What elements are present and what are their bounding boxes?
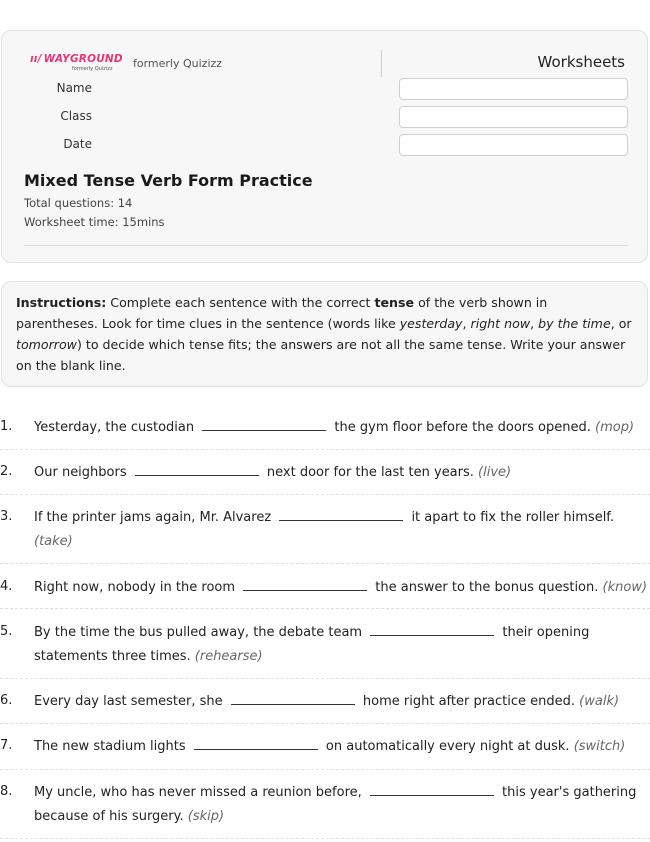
answer-blank[interactable] xyxy=(279,505,403,521)
logo-mark-icon: ıı/ xyxy=(30,53,42,65)
date-label: Date xyxy=(63,137,92,151)
class-label: Class xyxy=(60,109,92,123)
header-divider xyxy=(381,50,382,77)
question-separator xyxy=(0,769,650,770)
question-separator xyxy=(0,838,650,839)
answer-blank[interactable] xyxy=(231,689,355,705)
verb-hint: (live) xyxy=(478,465,512,480)
instructions-lead: Instructions: xyxy=(16,295,107,310)
instructions-box: Instructions: Complete each sentence with the correct tense of the verb shown in parentheses. Look for time clues in the sentence (words like yesterday, right now, by the time, or tomorrow) to decide which tense fits; the answers are not all the same tense. Write your answer on the blank line. xyxy=(1,281,648,387)
header-bottom-divider xyxy=(24,245,628,246)
wayground-logo: ıı/ WAYGROUND formerly Quizizz xyxy=(30,53,123,72)
verb-hint: (know) xyxy=(602,580,648,595)
name-label: Name xyxy=(56,81,92,95)
worksheet-header xyxy=(1,30,648,263)
worksheet-title: Mixed Tense Verb Form Practice xyxy=(24,171,313,190)
question-number: 3. xyxy=(0,509,13,524)
question-number: 5. xyxy=(0,624,13,639)
question-separator xyxy=(0,678,650,679)
question-number: 4. xyxy=(0,579,13,594)
verb-hint: (switch) xyxy=(573,739,626,754)
verb-hint: (mop) xyxy=(595,420,635,435)
verb-hint: (take) xyxy=(34,534,73,549)
question-separator xyxy=(0,494,650,495)
class-field[interactable] xyxy=(399,106,628,128)
question-number: 8. xyxy=(0,784,13,799)
date-field[interactable] xyxy=(399,134,628,156)
formerly-label: formerly Quizizz xyxy=(133,57,223,70)
answer-blank[interactable] xyxy=(243,575,367,591)
question-separator xyxy=(0,723,650,724)
answer-blank[interactable] xyxy=(202,415,326,431)
verb-hint: (walk) xyxy=(579,694,620,709)
answer-blank[interactable] xyxy=(370,620,494,636)
question-separator xyxy=(0,563,650,564)
question-number: 1. xyxy=(0,419,13,434)
question-separator xyxy=(0,608,650,609)
doc-type-label: Worksheets xyxy=(537,53,625,71)
question-number: 2. xyxy=(0,464,13,479)
name-field[interactable] xyxy=(399,78,628,100)
question-separator xyxy=(0,449,650,450)
verb-hint: (skip) xyxy=(187,809,225,824)
verb-hint: (rehearse) xyxy=(194,649,263,664)
answer-blank[interactable] xyxy=(135,460,259,476)
answer-blank[interactable] xyxy=(370,780,494,796)
tense-keyword: tense xyxy=(374,295,415,310)
worksheet-time: Worksheet time: 15mins xyxy=(24,215,165,229)
answer-blank[interactable] xyxy=(194,734,318,750)
total-questions: Total questions: 14 xyxy=(24,196,133,210)
question-number: 6. xyxy=(0,693,13,708)
question-number: 7. xyxy=(0,738,13,753)
